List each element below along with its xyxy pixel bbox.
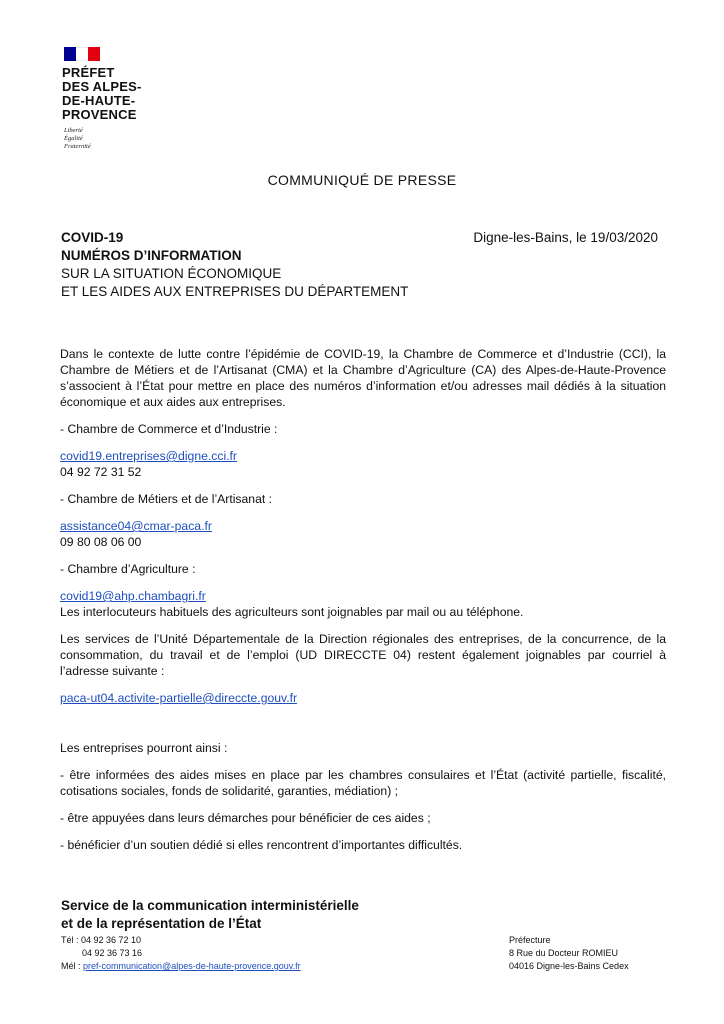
cci-contact	[60, 448, 666, 480]
title-line-situation: SUR LA SITUATION ÉCONOMIQUE	[61, 266, 282, 281]
title-line-covid: COVID-19	[61, 230, 124, 245]
flag-white-stripe	[76, 47, 88, 61]
outcome-bullet-supported: - être appuyées dans leurs démarches pour bénéficier de ces aides ;	[60, 811, 431, 825]
place-date: Digne-les-Bains, le 19/03/2020	[473, 230, 658, 245]
footer-address	[509, 934, 629, 973]
footer-mail-link[interactable]: pref-communication@alpes-de-haute-provence.gouv.fr	[83, 961, 301, 971]
flag-red-stripe	[88, 47, 100, 61]
title-line-numbers: NUMÉROS D’INFORMATION	[61, 248, 242, 263]
prefecture-name	[62, 66, 142, 122]
cma-contact	[60, 518, 666, 550]
footer-mail-label: Mél :	[61, 961, 81, 971]
motto-line: Égalité	[64, 135, 83, 142]
prefecture-line: PRÉFET	[62, 65, 115, 80]
outcome-bullet-assistance: - bénéficier d’un soutien dédié si elles rencontrent d’importantes difficultés.	[60, 838, 463, 852]
cma-phone: 09 80 08 06 00	[60, 535, 142, 549]
direccte-paragraph: Les services de l’Unité Départementale de la Direction régionales des entreprises, de la concurrence, de la consommation, du travail et de l’emploi (UD DIRECCTE 04) restent également joignables par courriel à l’adresse suivante :	[60, 632, 666, 678]
cma-label: - Chambre de Métiers et de l’Artisanat :	[60, 492, 273, 506]
footer-address-line: 04016 Digne-les-Bains Cedex	[509, 961, 629, 971]
prefecture-line: PROVENCE	[62, 107, 137, 122]
footer-tel: Tél : 04 92 36 72 10	[61, 935, 142, 945]
footer-service-line: Service de la communication interministérielle	[61, 898, 359, 913]
ca-label: - Chambre d’Agriculture :	[60, 562, 196, 576]
footer-tel-2: 04 92 36 73 16	[82, 948, 143, 958]
flag-blue-stripe	[64, 47, 76, 61]
footer-mail-row	[61, 960, 301, 973]
press-release-title	[61, 229, 408, 301]
footer-address-line: Préfecture	[509, 935, 551, 945]
footer-service-name	[61, 897, 359, 933]
cci-label: - Chambre de Commerce et d’Industrie :	[60, 422, 278, 436]
direccte-email-link[interactable]: paca-ut04.activite-partielle@direccte.gouv.fr	[60, 691, 298, 705]
direccte-contact	[60, 690, 666, 706]
ca-contact	[60, 588, 666, 620]
marianne-flag-logo	[64, 47, 100, 61]
republic-motto	[64, 127, 91, 151]
motto-line: Liberté	[64, 127, 83, 134]
ca-email-link[interactable]: covid19@ahp.chambagri.fr	[60, 589, 206, 603]
outcome-intro: Les entreprises pourront ainsi :	[60, 741, 228, 755]
ca-note: Les interlocuteurs habituels des agriculteurs sont joignables par mail ou au téléphone.	[60, 605, 524, 619]
press-release-body	[60, 346, 666, 864]
title-line-aids: ET LES AIDES AUX ENTREPRISES DU DÉPARTEMENT	[61, 284, 409, 299]
footer-contacts	[61, 934, 301, 973]
document-type-heading: COMMUNIQUÉ DE PRESSE	[267, 172, 457, 188]
intro-paragraph: Dans le contexte de lutte contre l’épidémie de COVID-19, la Chambre de Commerce et d’Industrie (CCI), la Chambre de Métiers et de l’Artisanat (CMA) et la Chambre d’Agriculture (CA) des Alpes-de-Haute-Provence s’associent à l’État pour mettre en place des numéros d’information et/ou adresses mail dédiés à la situation économique et aux aides aux entreprises.	[60, 347, 666, 409]
outcome-bullet-informed: - être informées des aides mises en place par les chambres consulaires et l’État (activité partielle, fiscalité, cotisations sociales, fonds de solidarité, garanties, médiation) ;	[60, 768, 666, 798]
cci-email-link[interactable]: covid19.entreprises@digne.cci.fr	[60, 449, 237, 463]
prefecture-line: DE-HAUTE-	[62, 93, 136, 108]
footer-service-line: et de la représentation de l’État	[61, 916, 262, 931]
footer-address-line: 8 Rue du Docteur ROMIEU	[509, 948, 619, 958]
motto-line: Fraternité	[64, 143, 91, 150]
prefecture-line: DES ALPES-	[62, 79, 142, 94]
cma-email-link[interactable]: assistance04@cmar-paca.fr	[60, 519, 212, 533]
cci-phone: 04 92 72 31 52	[60, 465, 142, 479]
